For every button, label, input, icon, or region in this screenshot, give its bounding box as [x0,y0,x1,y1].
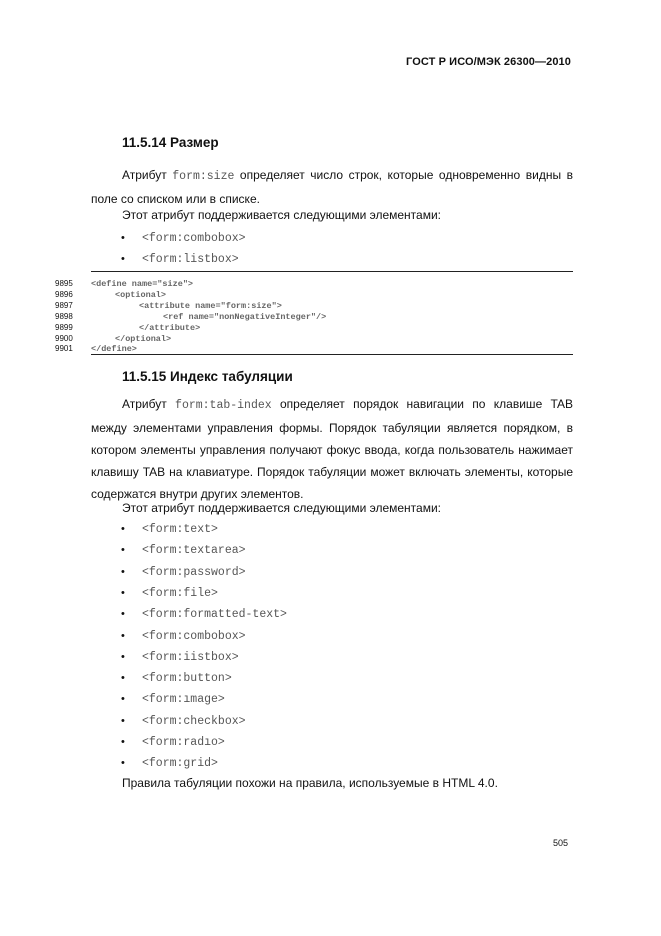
list-item [121,584,218,600]
bullet-icon: • [121,672,125,685]
code-text: <ref name="nonNegativeInteger"/> [163,311,327,322]
line-number: 9900 [55,333,73,343]
element-tag: <form:file> [142,586,218,600]
bullet-icon: • [121,629,125,642]
line-number: 9895 [55,279,73,288]
tab-rules-note: Правила табуляции похожи на правила, используемые в HTML 4.0. [122,776,498,790]
list-item [121,754,218,770]
section-title-size: 11.5.14 Размер [122,135,219,150]
element-tag: <form:combobox> [142,629,246,643]
code-line [55,331,171,342]
bullet-icon: • [121,714,125,727]
bullet-icon: • [121,523,125,535]
size-desc-before: Атрибут [122,168,173,182]
code-line [55,287,166,298]
bullet-icon: • [121,757,125,770]
list-item [121,669,232,685]
size-support-text: Этот атрибут поддерживается следующими элементами: [122,208,442,222]
element-tag: <form:checkbox> [142,714,246,728]
code-text: <define name="size"> [91,279,194,289]
list-item [121,563,246,579]
tab-desc-after: определяет порядок навигации по клавише TAB между элементами управления формы. Порядок табуляции является порядком, в котором элементы управления получают фокус ввода, когда пользователь нажимает клавишу TAB на клавиатуре. Порядок табуляции может включать элементы, которые содержатся внутри других элементов. [91,397,573,501]
line-number: 9896 [55,289,73,299]
list-item [121,690,225,706]
element-tag: <form:radıo> [142,736,225,749]
size-desc-after: определяет число строк, которые одновременно видны в поле со списком или в списке. [91,168,573,206]
element-tag: <form:ımage> [142,693,225,707]
list-item [121,712,246,728]
list-item [121,648,239,664]
element-tag: <form:button> [142,672,232,686]
document-header: ГОСТ Р ИСО/МЭК 26300—2010 [406,56,571,68]
code-text: </define> [91,344,137,355]
list-item [121,605,287,621]
tab-index-attr-code: form:tab-index [175,399,272,412]
list-item [121,733,225,749]
bullet-icon: • [121,608,125,621]
code-line [55,341,137,355]
list-item [121,627,246,643]
tab-desc-before: Атрибут [122,397,176,411]
element-tag: <form:combobox> [142,232,246,245]
code-rule-top [91,271,573,272]
code-line [55,298,282,309]
section-title-tab-index: 11.5.15 Индекс табуляции [122,369,293,384]
page-number: 505 [553,838,569,848]
list-item [121,250,239,266]
code-line [55,309,326,320]
bullet-icon: • [121,736,125,748]
line-number: 9897 [55,300,73,310]
code-block [55,276,575,355]
element-tag: <form:listbox> [142,253,239,266]
tab-support-text: Этот атрибут поддерживается следующими элементами: [122,501,442,515]
bullet-icon: • [121,253,125,265]
code-line [55,276,193,287]
bullet-icon: • [121,544,125,557]
bullet-icon: • [121,693,125,706]
code-line [55,320,200,331]
code-rule-bottom [91,354,573,355]
element-tag: <form:textarea> [142,544,246,558]
tab-index-description [91,393,573,505]
element-tag: <form:password> [142,565,246,579]
line-number: 9898 [55,311,73,321]
element-tag: <form:formatted-text> [142,608,287,622]
bullet-icon: • [121,232,125,244]
bullet-icon: • [121,650,125,663]
list-item [121,520,218,536]
element-tag: <form:text> [142,523,218,536]
list-item [121,229,246,245]
bullet-icon: • [121,565,125,578]
line-number: 9899 [55,322,73,332]
size-description [91,164,573,210]
code-text: </optional> [115,333,172,344]
size-attr-code: form:size [172,170,235,183]
element-tag: <form:iistbox> [142,650,239,664]
line-number: 9901 [55,344,73,354]
element-tag: <form:grid> [142,757,218,771]
list-item [121,541,246,557]
code-text: <attribute name="form:size"> [139,300,282,311]
bullet-icon: • [121,586,125,599]
code-text: </attribute> [139,322,201,333]
code-text: <optional> [115,289,167,300]
